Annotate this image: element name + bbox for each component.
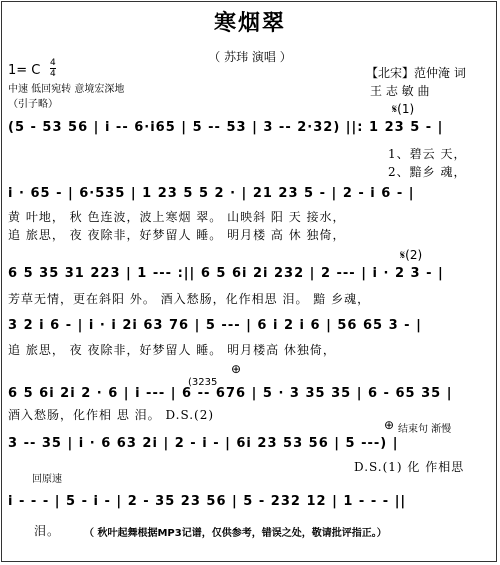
notation-row-7: i - - - | 5 - i - | 2 - 35 23 56 | 5 - 232 12 | 1 - - - ||	[8, 494, 407, 509]
lyric-row-4: 追 旅思， 夜 夜除非，好梦留人 睡。 明月楼高 休独倚，	[8, 343, 336, 357]
lyric-row-5: 酒入愁肠，化作相 思 泪。 D.S.(2)	[8, 408, 215, 422]
time-signature: 4 4	[50, 58, 56, 79]
notation-row-4: 3 2 i 6 - | i · i 2i 63 76 | 5 --- | 6 i 2 i 6 | 56 65 3 - |	[8, 318, 422, 333]
lyric-row-7: 泪。	[34, 524, 61, 538]
return-tempo: 回原速	[32, 474, 62, 485]
key-signature: 1= C	[8, 63, 41, 78]
intro-note: （引子略）	[8, 99, 58, 110]
coda-mark-2: ⊕	[384, 418, 395, 432]
lyric-row-1-verse-1: 1、碧云 天，	[388, 147, 467, 161]
composer-credit: 王 志 敏 曲	[370, 84, 430, 98]
segno-2-mark: 𝄋(2)	[400, 248, 423, 262]
segno-1-mark: 𝄋(1)	[392, 102, 415, 116]
lyric-row-6: D.S.(1) 化 作相思	[354, 460, 465, 474]
lyric-row-3: 芳草无情，更在斜阳 外。 酒入愁肠，化作相思 泪。 黯 乡魂，	[8, 292, 371, 306]
tempo-marking: 中速 低回宛转 意境宏深地	[8, 84, 125, 95]
interlude-mark: (3235	[188, 377, 218, 388]
notation-row-6: 3 -- 35 | i · 6 63 2i | 2 - i - | 6i 23 53 56 | 5 ---) |	[8, 436, 399, 451]
notation-row-3: 6 5 35 31 223 | 1 --- :|| 6 5 6i 2i 232 | 2 --- | i · 2 3 - |	[8, 266, 444, 281]
lyric-row-1-verse-2: 2、黯乡 魂，	[388, 165, 467, 179]
lyric-row-2-verse-2: 追 旅思， 夜 夜除非，好梦留人 睡。 明月楼 高 休 独倚，	[8, 228, 346, 242]
footnote: （ 秋叶起舞根据MP3记谱，仅供参考，错误之处，敬请批评指正。）	[84, 528, 387, 539]
ending-label: 结束句 渐慢	[398, 424, 452, 435]
singer-line: （ 苏玮 演唱 ）	[208, 50, 292, 64]
notation-row-5: 6 5 6i 2i 2 · 6 | i --- | 6 -- 676 | 5 · 3 35 35 | 6 - 65 35 |	[8, 386, 453, 401]
coda-mark-1: ⊕	[231, 362, 242, 376]
notation-row-2: i · 65 - | 6·535 | 1 23 5 5 2 · | 21 23 5 - | 2 - i 6 - |	[8, 186, 415, 201]
lyricist-credit: 【北宋】范仲淹 词	[366, 66, 466, 80]
song-title: 寒烟翠	[213, 10, 286, 36]
lyric-row-2-verse-1: 黄 叶地， 秋 色连波，波上寒烟 翠。 山映斜 阳 天 接水，	[8, 210, 346, 224]
notation-row-1: (5 - 53 56 | i -- 6·i65 | 5 -- 53 | 3 -- 2·32) ||: 1 23 5 - |	[8, 120, 444, 135]
